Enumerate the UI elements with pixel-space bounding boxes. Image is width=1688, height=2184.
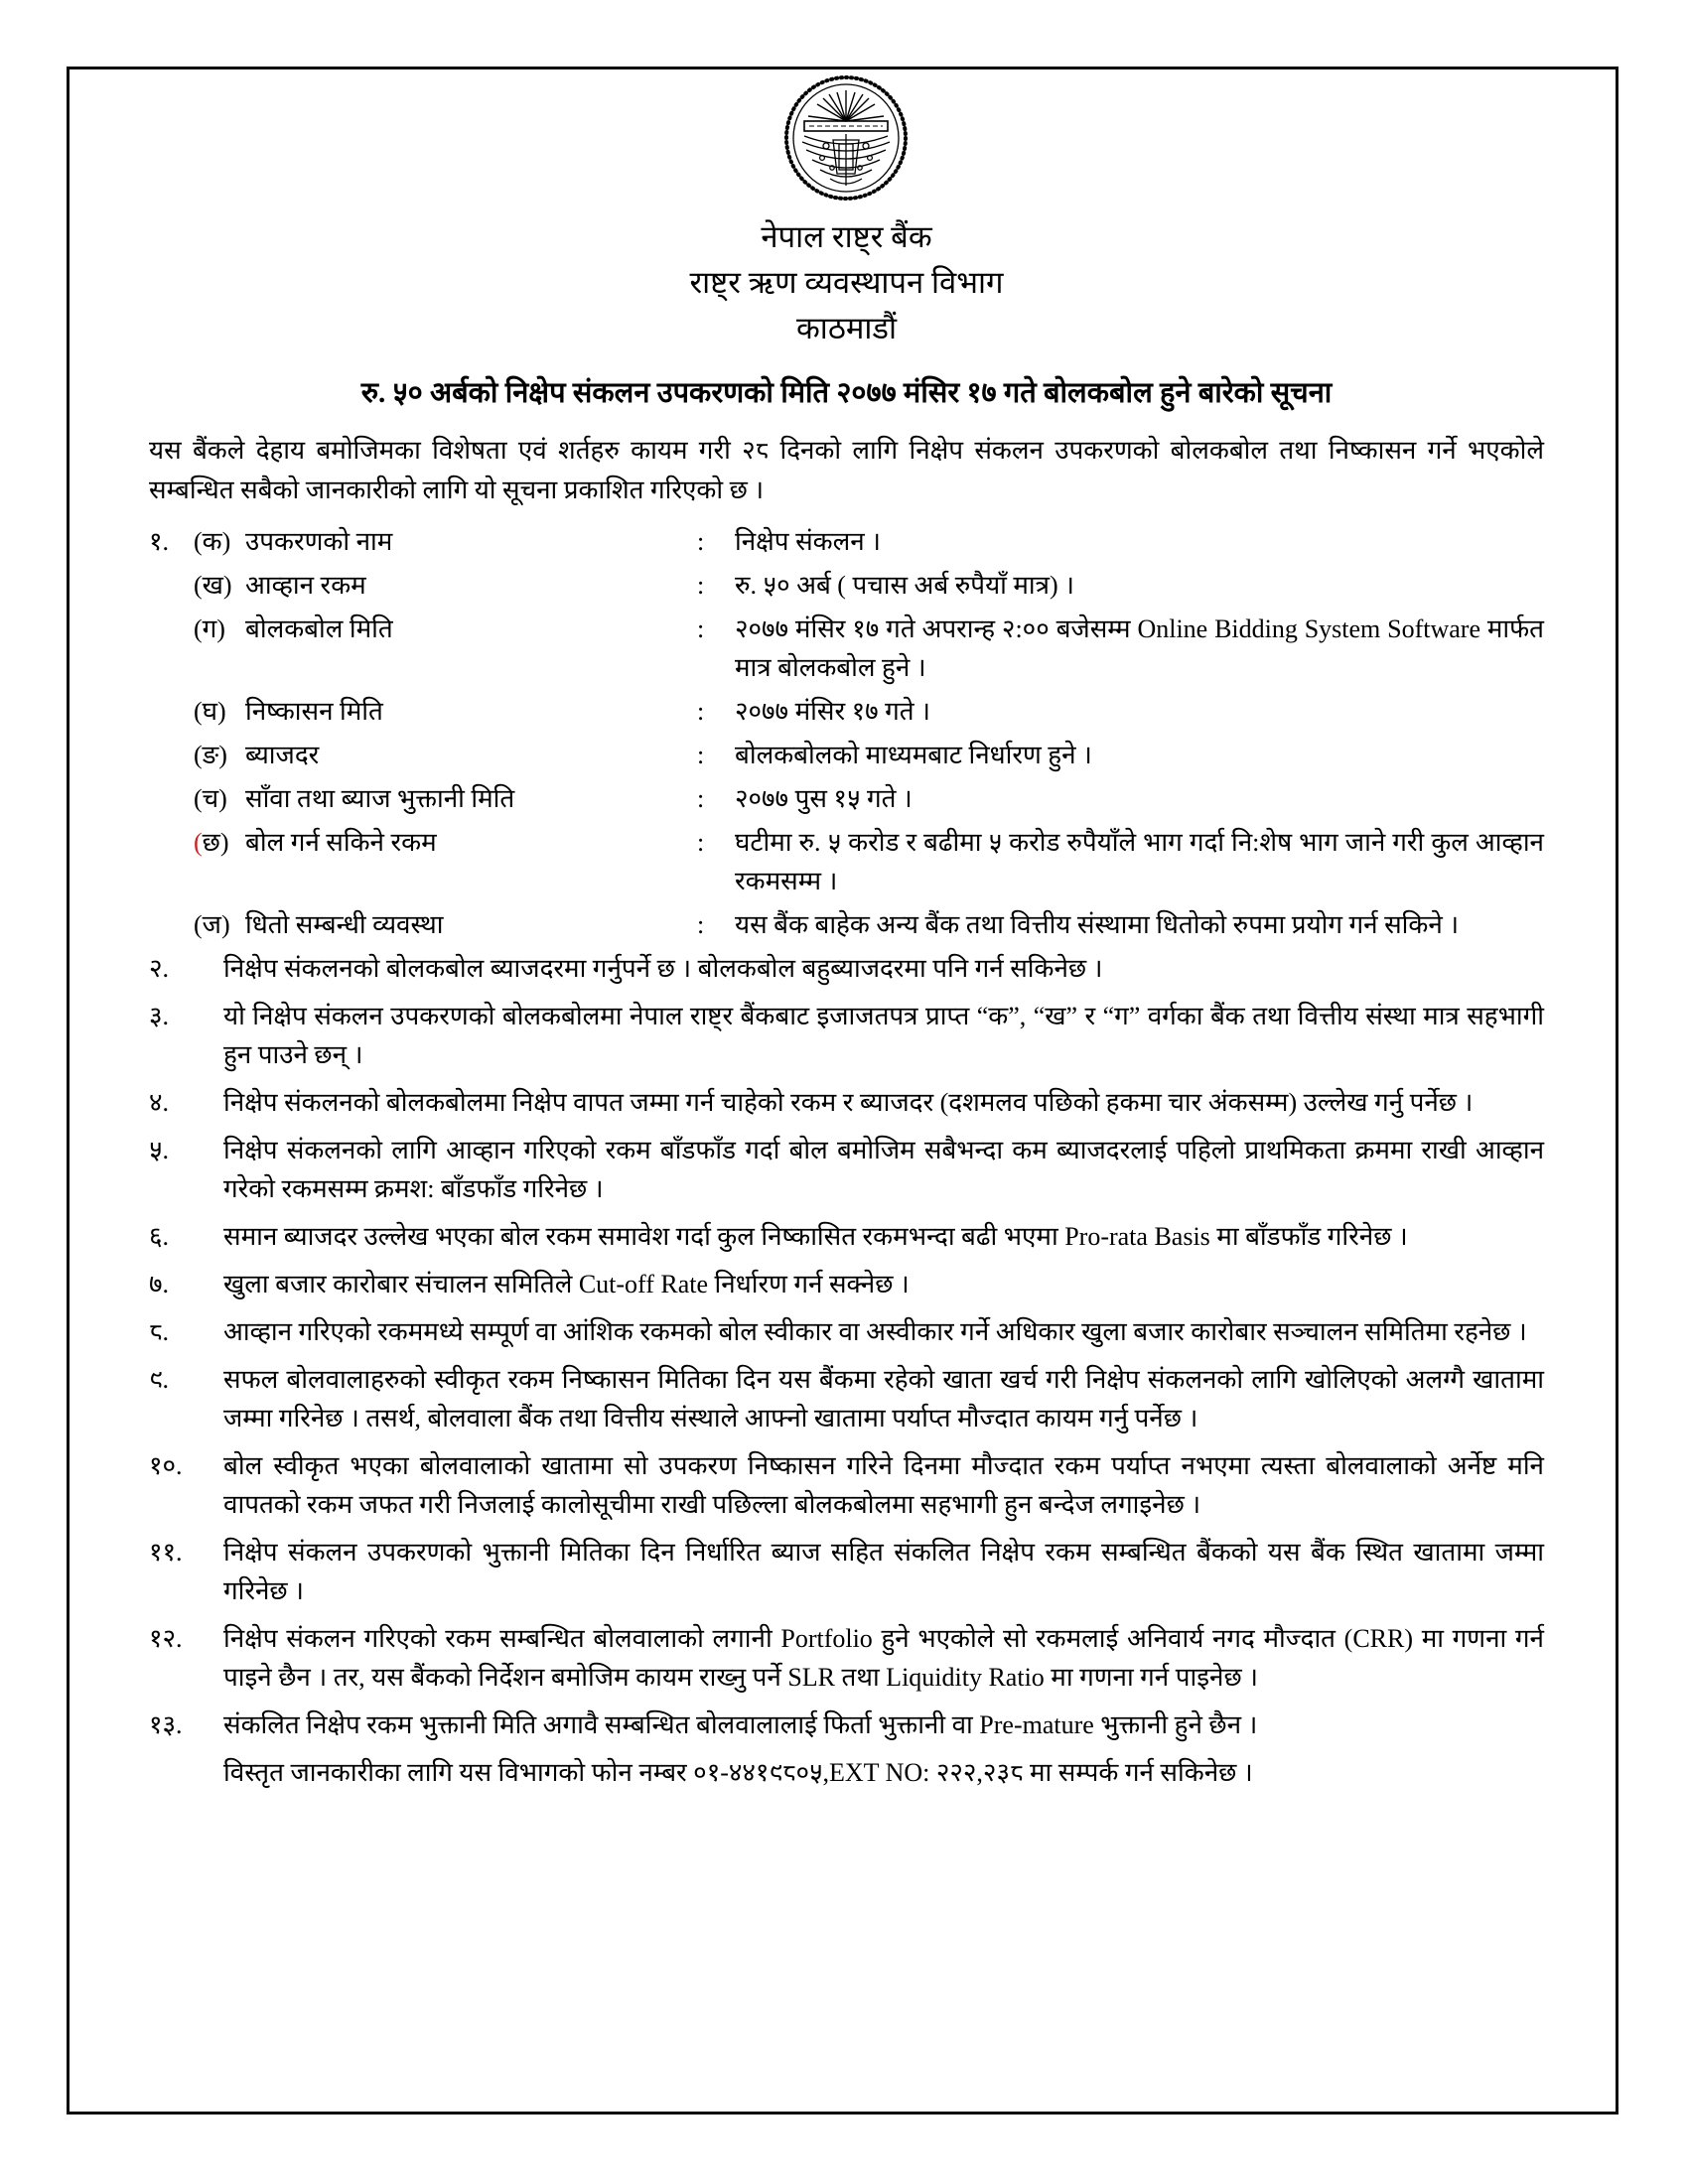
list-item [149,949,1544,988]
item1-row-value: बोलकबोलको माध्यमबाट निर्धारण हुने । [735,741,1092,769]
item1-row-colon: : [697,571,705,600]
list-item-number: ८. [149,1317,170,1346]
list-item [149,997,1544,1074]
item1-row [149,610,1544,687]
item1-detail-table [149,522,1544,944]
item1-row-colon: : [697,614,705,643]
list-item-number: ११. [149,1538,183,1567]
item1-row-letter: (घ) [194,697,226,726]
item1-row-label: धितो सम्बन्धी व्यवस्था [245,910,444,939]
item1-row [149,566,1544,605]
list-item [149,1533,1544,1610]
item1-row-letter: (क) [194,527,231,556]
item1-row-label: बोल गर्न सकिने रकम [245,828,437,857]
list-item-number: १२. [149,1624,183,1653]
list-item-text: यो निक्षेप संकलन उपकरणको बोलकबोलमा नेपाल राष्ट्र बैंकबाट इजाजतपत्र प्राप्त “क”, “ख” र “ग” वर्गका बैंक तथा वित्तीय संस्था मात्र सहभागी हुन पाउने छन् । [223,1002,1544,1069]
list-item [149,1083,1544,1122]
item1-number [149,823,194,900]
list-item-number: ३. [149,1002,170,1030]
list-item-text: संकलित निक्षेप रकम भुक्तानी मिति अगावै सम्बन्धित बोलवालालाई फिर्ता भुक्तानी वा Pre-mature भुक्तानी हुने छैन । [223,1710,1258,1739]
list-item [149,1131,1544,1208]
item1-number [149,779,194,818]
logo-container [149,74,1544,208]
list-item-number: ६. [149,1222,170,1251]
item1-row-colon: : [697,527,705,556]
list-item-number: ५. [149,1136,170,1164]
item1-row-value: निक्षेप संकलन । [735,527,882,556]
item1-row-value: घटीमा रु. ५ करोड र बढीमा ५ करोड रुपैयाँले भाग गर्दा नि:शेष भाग जाने गरी कुल आव्हान रकमसम्म । [735,828,1544,895]
list-item-text: निक्षेप संकलन उपकरणको भुक्तानी मितिका दिन निर्धारित ब्याज सहित संकलित निक्षेप रकम सम्बन्धित बैंकको यस बैंक स्थित खातामा जम्मा गरिनेछ । [223,1538,1544,1605]
list-item-text: सफल बोलवालाहरुको स्वीकृत रकम निष्कासन मितिका दिन यस बैंकमा रहेको खाता खर्च गरी निक्षेप संकलनको लागि खोलिएको अलग्गै खातामा जम्मा गरिनेछ । तसर्थ, बोलवाला बैंक तथा वित्तीय संस्थाले आफ्नो खातामा पर्याप्त मौज्दात कायम गर्नु पर्नेछ । [223,1365,1544,1433]
list-item-text: निक्षेप संकलन गरिएको रकम सम्बन्धित बोलवालाको लगानी Portfolio हुने भएकोले सो रकमलाई अनिवार्य नगद मौज्दात (CRR) मा गणना गर्न पाइने छैन । तर, यस बैंकको निर्देशन बमोजिम कायम राख्नु पर्ने SLR तथा Liquidity Ratio मा गणना गर्न पाइनेछ । [223,1624,1544,1692]
list-item-text: आव्हान गरिएको रकममध्ये सम्पूर्ण वा आंशिक रकमको बोल स्वीकार वा अस्वीकार गर्ने अधिकार खुला बजार कारोबार सञ्चालन समितिमा रहनेछ । [223,1317,1527,1346]
list-item-number: ९. [149,1365,170,1394]
item1-row-label: आव्हान रकम [245,571,366,600]
list-item-text: निक्षेप संकलनको बोलकबोलमा निक्षेप वापत जम्मा गर्न चाहेको रकम र ब्याजदर (दशमलव पछिको हकमा चार अंकसम्म) उल्लेख गर्नु पर्नेछ । [223,1088,1474,1117]
item1-row-colon: : [697,697,705,726]
item1-row-label: निष्कासन मिति [245,697,383,726]
item1-row-value: रु. ५० अर्ब ( पचास अर्ब रुपैयाँ मात्र) । [735,571,1075,600]
nrb-seal-logo [779,74,914,204]
item1-row-letter: (ग) [194,614,225,643]
item1-number [149,610,194,687]
item1-row-colon: : [697,828,705,857]
intro-paragraph: यस बैंकले देहाय बमोजिमका विशेषता एवं शर्तहरु कायम गरी २८ दिनको लागि निक्षेप संकलन उपकरणको बोलकबोल तथा निष्कासन गर्ने भएकोले सम्बन्धित सबैको जानकारीको लागि यो सूचना प्रकाशित गरिएको छ । [149,436,1544,504]
list-item [149,1217,1544,1256]
item1-number: १. [149,527,170,556]
item1-row-value: २०७७ मंसिर १७ गते अपरान्ह २:०० बजेसम्म Online Bidding System Software मार्फत मात्र बोलकबोल हुने । [735,614,1544,682]
item1-row-letter: (छ) [194,828,229,857]
item1-row [149,905,1544,944]
item1-row-label: उपकरणको नाम [245,527,393,556]
org-location: काठमाडौं [795,311,898,345]
item1-row-colon: : [697,784,705,813]
item1-row-value: २०७७ मंसिर १७ गते । [735,697,930,726]
list-item-number: १०. [149,1451,183,1480]
item1-row-letter: (ख) [194,571,232,600]
item1-row-label: ब्याजदर [245,741,320,769]
list-item-text: निक्षेप संकलनको बोलकबोल ब्याजदरमा गर्नुपर्ने छ । बोलकबोल बहुब्याजदरमा पनि गर्न सकिनेछ । [223,954,1103,983]
item1-number [149,905,194,944]
item1-row [149,736,1544,774]
list-item-number: ७. [149,1270,170,1298]
list-item [149,1360,1544,1437]
document-content [149,74,1544,1818]
list-item-text: खुला बजार कारोबार संचालन समितिले Cut-off Rate निर्धारण गर्न सक्नेछ । [223,1270,910,1298]
list-item [149,1312,1544,1351]
list-item-number: १३. [149,1710,183,1739]
item1-row-value: यस बैंक बाहेक अन्य बैंक तथा वित्तीय संस्थामा धितोको रुपमा प्रयोग गर्न सकिने । [735,910,1460,939]
list-item-text: निक्षेप संकलनको लागि आव्हान गरिएको रकम बाँडफाँड गर्दा बोल बमोजिम सबैभन्दा कम ब्याजदरलाई पहिलो प्राथमिकता क्रममा राखी आव्हान गरेको रकमसम्म क्रमश: बाँडफाँड गरिनेछ । [223,1136,1544,1203]
item1-row [149,522,1544,561]
item1-row-letter: (ङ) [194,741,227,769]
item1-row [149,779,1544,818]
notice-title: रु. ५० अर्बको निक्षेप संकलन उपकरणको मिति २०७७ मंसिर १७ गते बोलकबोल हुने बारेको सूचना [360,377,1333,409]
item1-number [149,692,194,731]
list-item-text: बोल स्वीकृत भएका बोलवालाको खातामा सो उपकरण निष्कासन गरिने दिनमा मौज्दात रकम पर्याप्त नभएमा त्यस्ता बोलवालाको अर्नेष्ट मनि वापतको रकम जफत गरी निजलाई कालोसूचीमा राखी पछिल्ला बोलकबोलमा सहभागी हुन बन्देज लगाइनेछ । [223,1451,1544,1519]
item1-row-value: २०७७ पुस १५ गते । [735,784,913,813]
item1-row [149,823,1544,900]
org-department: राष्ट्र ऋण व्यवस्थापन विभाग [689,265,1004,300]
list-item [149,1706,1544,1744]
list-item-text: समान ब्याजदर उल्लेख भएका बोल रकम समावेश गर्दा कुल निष्कासित रकमभन्दा बढी भएमा Pro-rata Basis मा बाँडफाँड गरिनेछ । [223,1222,1408,1251]
item1-number [149,736,194,774]
item1-row [149,692,1544,731]
contact-info-line: विस्तृत जानकारीका लागि यस विभागको फोन नम्बर ०१-४४१९८०५,EXT NO: २२२,२३८ मा सम्पर्क गर्न सकिनेछ । [223,1758,1253,1787]
item1-row-letter: (च) [194,784,227,813]
list-item [149,1619,1544,1697]
item1-row-letter: (ज) [194,910,230,939]
item1-row-label: बोलकबोल मिति [245,614,393,643]
item1-row-colon: : [697,910,705,939]
item1-row-colon: : [697,741,705,769]
org-name: नेपाल राष्ट्र बैंक [761,219,932,254]
list-item [149,1446,1544,1524]
list-item-number: ४. [149,1088,170,1117]
list-item [149,1265,1544,1303]
item1-row-label: साँवा तथा ब्याज भुक्तानी मिति [245,784,515,813]
numbered-items-list [149,949,1544,1744]
item1-number [149,566,194,605]
list-item-number: २. [149,954,170,983]
